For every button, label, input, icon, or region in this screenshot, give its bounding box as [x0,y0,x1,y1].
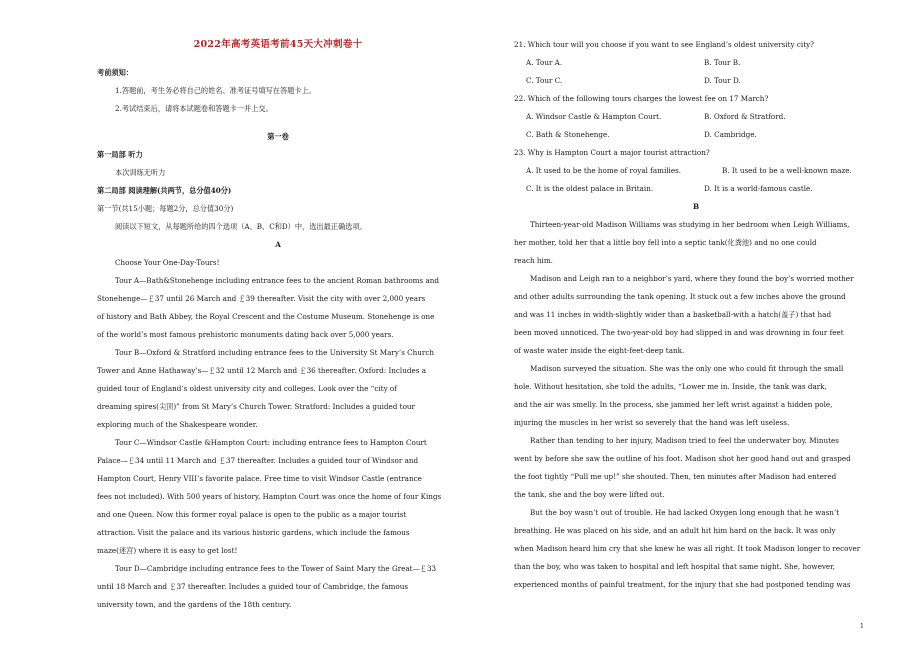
q22-option-d: D. Cambridge. [704,130,757,139]
passage-b-line: when Madison heard him cry that she knew he was all right. It took Madison longer to recover [514,544,861,553]
passage-b-line: and the air was smelly. In the process, she jammed her left wrist against a hidden pole, [514,400,833,409]
passage-b-line: of waste water inside the eight-feet-deep tank. [514,346,685,355]
passage-b-line: Rather than tending to her injury, Madison tried to feel the underwater boy. Minutes [530,436,839,445]
passage-a-line: Tower and Anne Hathaway’s—￡32 until 12 March and ￡36 thereafter. Oxford: Includes a [97,366,426,375]
passage-a-line: until 18 March and ￡37 thereafter. Includes a guided tour of Cambridge, the famous [97,582,409,591]
passage-b-line: Madison and Leigh ran to a neighbor’s yard, where they found the boy’s worried mother [530,274,854,283]
q22-option-b: B. Oxford & Stratford. [704,112,786,121]
passage-b-line: breathing. He was placed on his side, and an adult hit him hard on the back. It was only [514,526,836,535]
passage-a-line: Tour B—Oxford & Stratford including entrance fees to the University St Mary’s Church [115,348,435,357]
notice-2: 2.考试结束后，请将本试题卷和答题卡一并上交。 [115,104,273,113]
q23-option-c: C. It is the oldest palace in Britain. [526,184,654,193]
passage-b-line: Madison surveyed the situation. She was the only one who could fit through the small [530,364,844,373]
section1-heading: 第一节(共15小题；每题2分，总分值30分) [97,204,234,213]
q23-option-b: B. It used to be a well-known maze. [722,166,852,175]
passage-b-line: hole. Without hesitation, she told the adults, “Lower me in. Inside, the tank was dark, [514,382,827,391]
part1-note: 本次训练无听力 [115,168,166,177]
passage-b-line: went by before she saw the outline of his foot. Madison shot her good hand out and grasped [514,454,851,463]
question-22: 22. Which of the following tours charges the lowest fee on 17 March? [514,94,769,103]
q21-option-a: A. Tour A. [526,58,563,67]
passage-a-line: university town, and the gardens of the 18th century. [97,600,292,609]
passage-a-line: and one Queen. Now this former royal palace is open to the public as a major tourist [97,510,407,519]
passage-b-line: been moved unnoticed. The two-year-old boy had slipped in and was drowning in four feet [514,328,844,337]
passage-a-line: Stonehenge—￡37 until 26 March and ￡39 thereafter. Visit the city with over 2,000 years [97,294,426,303]
passage-a-line: attraction. Visit the palace and its various historic gardens, which include the famous [97,528,410,537]
passage-a-line: guided tour of England’s oldest university city and colleges. Look over the “city of [97,384,397,393]
passage-a-line: dreaming spires(尖顶)” from St Mary’s Church Tower. Stratford: Includes a guided tour [97,402,415,411]
page-number: 1 [860,623,864,630]
page-title: 2022年高考英语考前45天大冲刺卷十 [193,39,363,50]
q23-option-d: D. It is a world-famous castle. [704,184,813,193]
question-21: 21. Which tour will you choose if you want to see England’s oldest university city? [514,40,815,49]
passage-b-label: B [692,202,700,211]
passage-b-line: her mother, told her that a little boy fell into a septic tank(化粪池) and no one could [514,238,817,247]
passage-b-line: than the boy, who was taken to hospital and left hospital that same night. She, however, [514,562,836,571]
passage-a-line: of history and Bath Abbey, the Royal Crescent and the Costume Museum. Stonehenge is one [97,312,435,321]
part1-heading: 第一局部 听力 [97,150,143,159]
q22-option-a: A. Windsor Castle & Hampton Court. [526,112,662,121]
passage-a-line: maze(迷宫) where it is easy to get lost! [97,546,238,555]
q22-option-c: C. Bath & Stonehenge. [526,130,610,139]
passage-b-line: the foot tightly “Pull me up!” she shouted. Then, ten minutes after Madison had entered [514,472,837,481]
passage-a-line: exploring much of the Shakespeare wonder. [97,420,258,429]
passage-b-line: the tank, she and the boy were lifted out. [514,490,665,499]
passage-b-line: Thirteen-year-old Madison Williams was studying in her bedroom when Leigh Williams, [530,220,850,229]
q21-option-b: B. Tour B. [704,58,741,67]
q23-option-a: A. It used to be the home of royal families. [526,166,682,175]
passage-a-line: Hampton Court, Henry VIII’s favorite palace. Free time to visit Windsor Castle (entrance [97,474,422,483]
passage-b-line: and other adults surrounding the tank opening. It stuck out a few inches above the ground [514,292,846,301]
part2-heading: 第二局部 阅读理解(共两节，总分值40分) [97,186,232,195]
volume-heading: 第一卷 [267,132,289,141]
notice-1: 1.答题前，考生务必将自己的姓名、准考证号填写在答题卡上。 [115,86,316,95]
passage-a-line: fees not included). With 500 years of history, Hampton Court was once the home of four Kings [97,492,442,501]
passage-a-line: of the world’s most famous prehistoric monuments dating back over 5,000 years. [97,330,394,339]
passage-a-line: Choose Your One-Day-Tours! [115,258,220,267]
passage-a-line: Tour D—Cambridge including entrance fees to the Tower of Saint Mary the Great—￡33 [115,564,437,573]
passage-a-line: Palace—￡34 until 11 March and ￡37 thereafter. Includes a guided tour of Windsor and [97,456,419,465]
question-23: 23. Why is Hampton Court a major tourist attraction? [514,148,710,157]
passage-a-line: Tour C—Windsor Castle &Hampton Court: including entrance fees to Hampton Court [115,438,427,447]
passage-b-line: experienced months of painful treatment, for the injury that she had postponed tending was [514,580,851,589]
passage-b-line: injuring the muscles in her wrist so severely that the hand was left useless. [514,418,790,427]
passage-b-line: and was 11 inches in width-slightly wider than a basketball-with a hatch(盖子) that had [514,310,832,319]
passage-a-line: Tour A—Bath&Stonehenge including entrance fees to the ancient Roman bathrooms and [115,276,439,285]
passage-a-label: A [275,240,281,249]
q21-option-c: C. Tour C. [526,76,563,85]
passage-b-line: reach him. [514,256,553,265]
q21-option-d: D. Tour D. [704,76,741,85]
instruction: 阅读以下短文，从每题所给的四个选项（A、B、C和D）中，选出最正确选项。 [115,222,367,231]
notice-heading: 考前须知： [97,68,133,77]
passage-b-line: But the boy wasn’t out of trouble. He had lacked Oxygen long enough that he wasn’t [530,508,840,517]
